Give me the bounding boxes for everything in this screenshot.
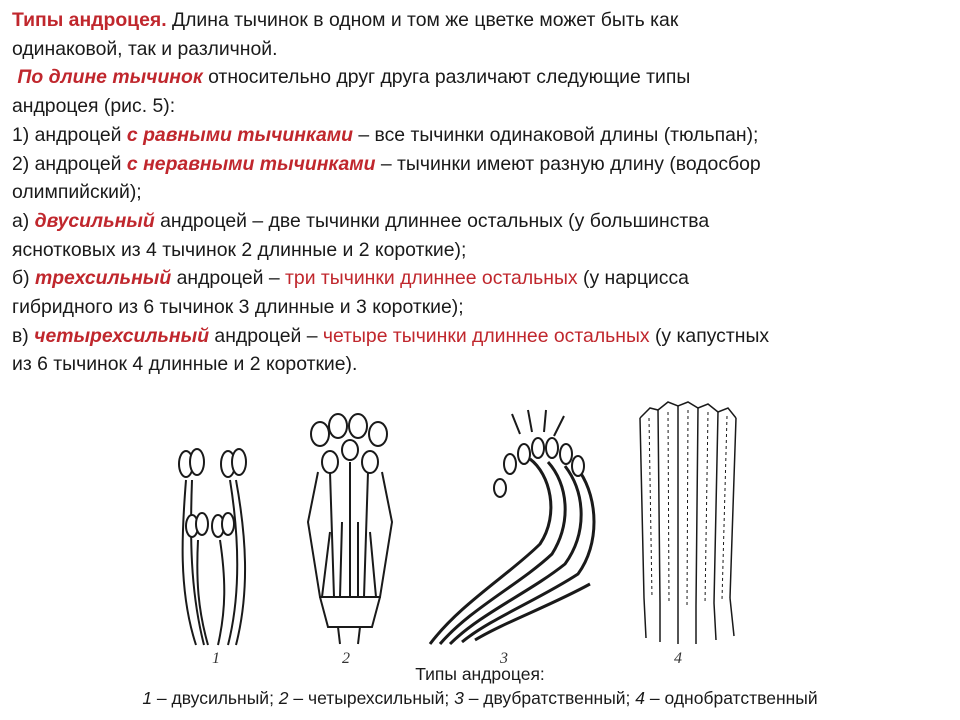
caption-text-4: – однобратственный [645, 688, 818, 708]
line-7 [12, 178, 952, 207]
item-b-text: (у нарцисса [577, 267, 689, 290]
line-4 [12, 92, 952, 121]
term-tetradynamous: четырехсильный [34, 324, 210, 347]
caption-text-1: – двусильный; [152, 688, 279, 708]
figure-tetradynamous [300, 412, 400, 652]
caption-text-2: – четырехсильный; [288, 688, 455, 708]
figure-caption [0, 662, 960, 710]
item-1-prefix: 1) андроцей [12, 123, 127, 146]
term-unequal-stamens: с неравными тычинками [126, 152, 376, 175]
figure-label-4: 4 [674, 650, 682, 667]
item-c-text-2: из 6 тычинок 4 длинные и 2 короткие). [12, 353, 358, 376]
line-12 [12, 322, 952, 351]
caption-legend [0, 686, 960, 710]
line-11 [12, 293, 952, 322]
intro-text-1: Длина тычинок в одном и том же цветке может быть как [166, 9, 679, 31]
item-a-text-2: яснотковых из 4 тычинок 2 длинные и 2 короткие); [12, 238, 467, 261]
figure-label-3: 3 [500, 650, 508, 667]
term-didynamous: двусильный [34, 209, 155, 232]
item-c-text: (у капустных [649, 324, 770, 347]
item-2-text: – тычинки имеют разную длину (водосбор [375, 152, 761, 175]
by-length-text: относительно друг друга различают следующие типы [202, 66, 691, 89]
figure-didynamous [168, 440, 278, 655]
item-b-mid: андроцей – [171, 267, 286, 290]
line-5 [12, 121, 952, 150]
term-equal-stamens: с равными тычинками [126, 123, 353, 146]
item-b-highlight: три тычинки длиннее остальных [285, 267, 578, 290]
figure-diadelphous [420, 404, 610, 654]
item-b-prefix: б) [12, 267, 35, 290]
item-c-mid: андроцей – [209, 324, 323, 347]
term-by-length: По длине тычинок [17, 66, 203, 89]
item-2-prefix: 2) андроцей [12, 152, 127, 175]
figure-label-2: 2 [342, 650, 350, 667]
text-block [12, 6, 952, 379]
line-8 [12, 207, 952, 236]
item-c-prefix: в) [12, 324, 35, 347]
figure-label-1: 1 [212, 650, 220, 667]
line-6 [12, 150, 952, 179]
by-length-text-2: андроцея (рис. 5): [12, 95, 176, 118]
line-13 [12, 350, 952, 379]
section-title: Типы андроцея. [12, 9, 167, 31]
figure-monadelphous [630, 398, 750, 648]
caption-title: Типы андроцея: [415, 664, 545, 684]
caption-num-4: 4 [635, 688, 646, 708]
line-2 [12, 35, 952, 64]
line-3 [12, 63, 952, 92]
line-9 [12, 236, 952, 265]
line-1 [12, 6, 952, 35]
tetradynamous-flower-drawing [300, 412, 400, 652]
item-a-text: андроцей – две тычинки длиннее остальных (у большинства [154, 209, 710, 232]
didynamous-stamens-drawing [168, 440, 278, 655]
caption-num-2: 2 [278, 688, 289, 708]
term-tridynamous: трехсильный [34, 267, 172, 290]
item-a-prefix: а) [12, 209, 35, 232]
line-10 [12, 264, 952, 293]
item-2-text-2: олимпийский); [12, 181, 142, 204]
item-b-text-2: гибридного из 6 тычинок 3 длинные и 3 короткие); [12, 296, 464, 319]
caption-num-3: 3 [454, 688, 464, 708]
item-c-highlight: четыре тычинки длиннее остальных [322, 324, 650, 347]
intro-text-2: одинаковой, так и различной. [12, 37, 278, 60]
monadelphous-stamens-drawing [630, 398, 750, 648]
item-1-text: – все тычинки одинаковой длины (тюльпан); [352, 123, 759, 146]
caption-text-3: – двубратственный; [463, 688, 636, 708]
caption-num-1: 1 [142, 688, 153, 708]
diadelphous-stamens-drawing [420, 404, 610, 654]
